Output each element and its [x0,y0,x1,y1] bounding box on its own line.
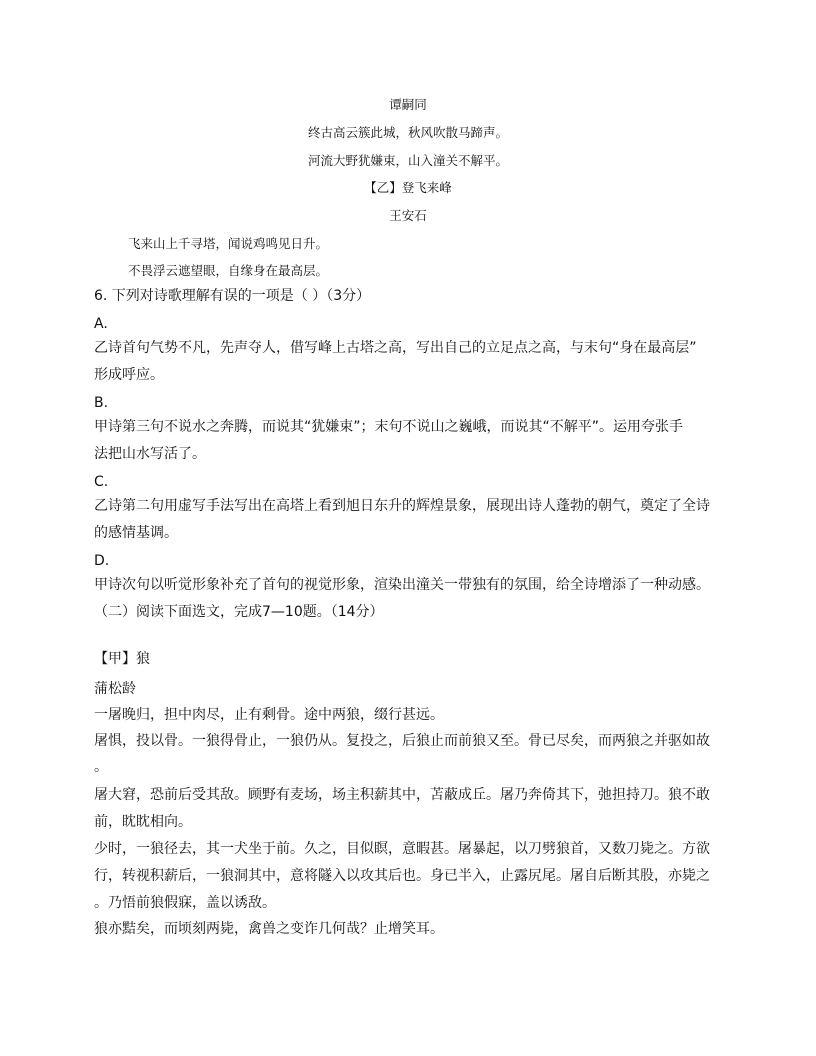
option-c-line-2: 的感情基调。 [94,525,178,541]
option-d-letter: D. [94,553,110,569]
poem-jia-line-1: 终古高云簇此城，秋风吹散马蹄声。 [307,125,508,140]
poem-yi-line-1: 飞来山上千寻塔，闻说鸡鸣见日升。 [128,236,329,251]
passage-line: 。 [94,759,108,775]
passage-author: 蒲松龄 [94,681,136,697]
passage-line: 屠惧，投以骨。一狼得骨止，一狼仍从。复投之，后狼止而前狼又至。骨已尽矣，而两狼之并驱如故 [94,733,710,749]
passage-line: 屠大窘，恐前后受其敌。顾野有麦场，场主积薪其中，苫蔽成丘。屠乃奔倚其下，弛担持刀。狼不敢 [94,787,710,803]
poem-yi-author: 王安石 [389,208,427,223]
option-b-letter: B. [94,395,109,411]
passage-title: 【甲】狼 [94,651,150,667]
option-a-line-2: 形成呼应。 [94,367,164,383]
poem-jia-line-2: 河流大野犹嫌束，山入潼关不解平。 [307,153,508,168]
passage-line: 少时，一狼径去，其一犬坐于前。久之，目似瞑，意暇甚。屠暴起，以刀劈狼首，又数刀毙之。方欲 [94,841,710,857]
option-a-letter: A. [94,316,108,332]
passage-line: 。乃悟前狼假寐，盖以诱敌。 [94,895,276,911]
poem-jia-author: 谭嗣同 [389,97,427,112]
option-c-letter: C. [94,474,109,490]
option-d-line-1: 甲诗次句以听觉形象补充了首句的视觉形象，渲染出潼关一带独有的氛围，给全诗增添了一种动感。 [94,577,710,593]
passage-line: 前，眈眈相向。 [94,814,192,830]
passage-line: 行，转视积薪后，一狼洞其中，意将隧入以攻其后也。身已半入，止露尻尾。屠自后断其股，亦毙之 [94,868,710,884]
option-b-line-2: 法把山水写活了。 [94,446,206,462]
option-a-line-1: 乙诗首句气势不凡，先声夺人，借写峰上古塔之高，写出自己的立足点之高，与末句“身在最高层” [94,340,697,356]
question-6-stem: 6. 下列对诗歌理解有误的一项是（ ）（3分） [94,288,371,304]
option-b-line-1: 甲诗第三句不说水之奔腾，而说其“犹嫌束”；末句不说山之巍峨，而说其“不解平”。运用夸张手 [94,419,684,435]
section-2-heading: （二）阅读下面选文，完成7—10题。（14分） [94,604,384,620]
passage-line: 一屠晚归，担中肉尽，止有剩骨。途中两狼，缀行甚远。 [94,707,444,723]
poem-yi-line-2: 不畏浮云遮望眼，自缘身在最高层。 [128,263,329,278]
option-c-line-1: 乙诗第二句用虚写手法写出在高塔上看到旭日东升的辉煌景象，展现出诗人蓬勃的朝气，奠定了全诗 [94,498,710,514]
poem-yi-title: 【乙】登飞来峰 [364,180,452,195]
passage-line: 狼亦黠矣，而顷刻两毙，禽兽之变诈几何哉？止增笑耳。 [94,921,444,937]
